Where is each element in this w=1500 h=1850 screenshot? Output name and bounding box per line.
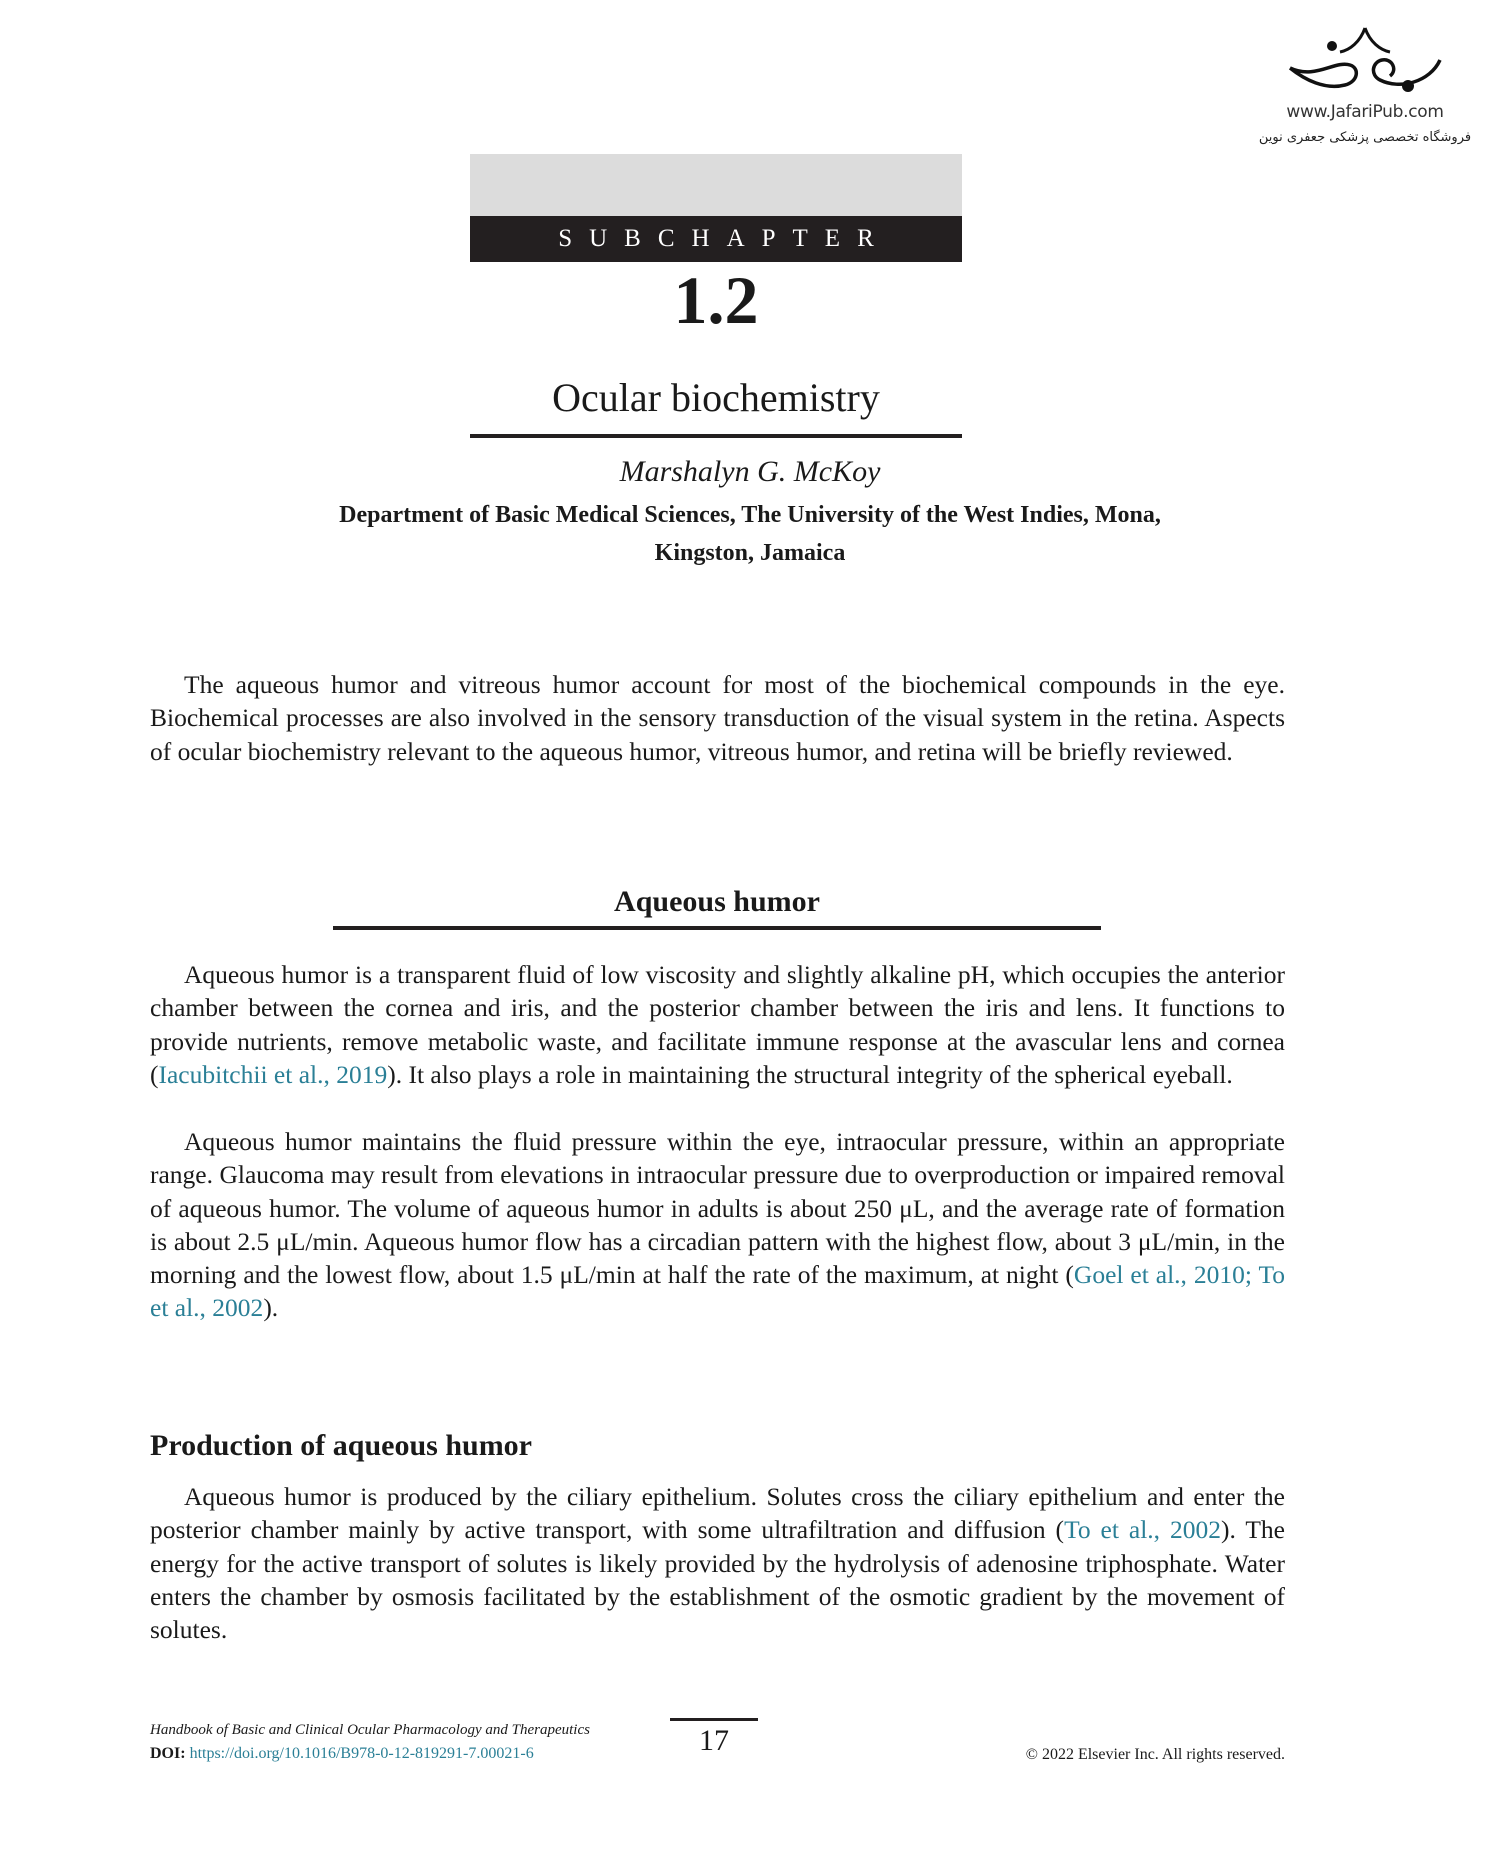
title-divider — [470, 434, 962, 438]
citation-link[interactable]: Iacubitchii et al., 2019 — [158, 1059, 388, 1089]
aqueous-paragraph-1 — [150, 958, 1285, 1091]
doi-label: DOI: — [150, 1745, 186, 1762]
author-name: Marshalyn G. McKoy — [619, 455, 881, 488]
paragraph-text: Aqueous humor is a transparent fluid of low viscosity and slightly alkaline pH, which occupies the anterior chamber between the cornea and iris, and the posterior chamber between the iris and lens. It functions to provide nutrients, remove metabolic waste, and facilitate immune response at the avascular lens and cornea ( — [150, 960, 1285, 1089]
doi-link[interactable]: https://doi.org/10.1016/B978-0-12-819291-7.00021-6 — [189, 1745, 534, 1762]
author-affiliation — [230, 496, 1270, 572]
page-number-rule — [670, 1718, 758, 1721]
footer-doi — [150, 1745, 534, 1763]
footer-copyright: © 2022 Elsevier Inc. All rights reserved. — [1025, 1746, 1285, 1763]
page-number: 17 — [699, 1724, 729, 1757]
subchapter-label: SUBCHAPTER — [470, 216, 962, 262]
publisher-url: www.JafariPub.com — [1286, 102, 1444, 122]
affiliation-line-1: Department of Basic Medical Sciences, The University of the West Indies, Mona, — [339, 502, 1161, 528]
intro-paragraph: The aqueous humor and vitreous humor account for most of the biochemical compounds in the eye. Biochemical processes are also involved in the sensory transduction of the visual system in the retina. Aspects of ocular biochemistry relevant to the aqueous humor, vitreous humor, and retina will be briefly reviewed. — [150, 670, 1285, 766]
paragraph-text: Aqueous humor maintains the fluid pressure within the eye, intraocular pressure, within an appropriate range. Glaucoma may result from elevations in intraocular pressure due to overproduction or impaired removal of aqueous humor. The volume of aqueous humor in adults is about 250 μL, and the average rate of formation is about 2.5 μL/min. Aqueous humor flow has a circadian pattern with the highest flow, about 3 μL/min, in the morning and the lowest flow, about 1.5 μL/min at half the rate of the maximum, at night ( — [150, 1127, 1285, 1290]
production-paragraph-1 — [150, 1480, 1285, 1646]
publisher-tagline: فروشگاه تخصصی پزشکی جعفری نوین — [1258, 130, 1472, 145]
section-divider — [333, 926, 1101, 930]
chapter-title: Ocular biochemistry — [552, 375, 880, 420]
footer-book-title: Handbook of Basic and Clinical Ocular Pharmacology and Therapeutics — [150, 1722, 590, 1738]
calligraphy-logo-icon — [1280, 20, 1450, 100]
citation-link[interactable]: To et al., 2002 — [1064, 1515, 1221, 1545]
paragraph-text: ). — [263, 1293, 279, 1323]
paragraph-text: ). The energy for the active transport of solutes is likely provided by the hydrolysis of adenosine triphosphate. Water enters the chamber by osmosis facilitated by the establishment of the osmotic gradient by the movement of solutes. — [150, 1515, 1285, 1645]
aqueous-paragraph-2 — [150, 1125, 1285, 1325]
subchapter-gray-band — [470, 154, 962, 216]
paragraph-text: ). It also plays a role in maintaining the structural integrity of the spherical eyeball. — [387, 1059, 1233, 1089]
affiliation-line-2: Kingston, Jamaica — [654, 540, 846, 566]
paragraph-text: Aqueous humor is produced by the ciliary epithelium. Solutes cross the ciliary epithelium and enter the posterior chamber mainly by active transport, with some ultrafiltration and diffusion ( — [150, 1482, 1285, 1545]
subsection-heading-production: Production of aqueous humor — [150, 1429, 533, 1462]
citation-link[interactable]: Goel et al., 2010; To et al., 2002 — [150, 1260, 1285, 1323]
publisher-logo — [1245, 20, 1485, 145]
section-heading-aqueous-humor: Aqueous humor — [614, 885, 820, 918]
subchapter-number: 1.2 — [673, 262, 759, 338]
